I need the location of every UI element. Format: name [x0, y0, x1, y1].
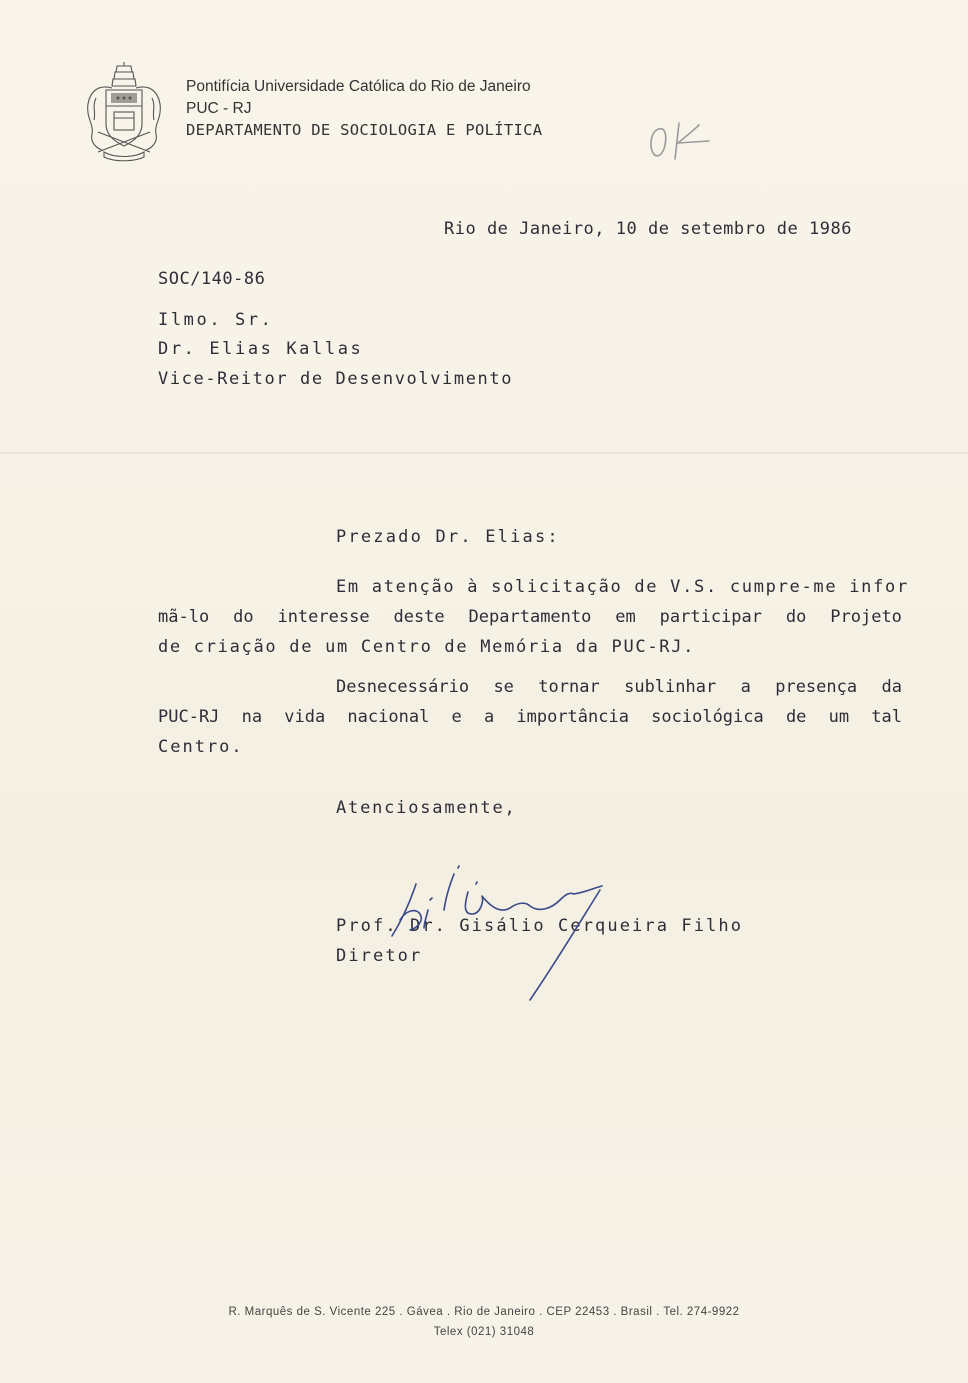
department-name: DEPARTAMENTO DE SOCIOLOGIA E POLÍTICA	[186, 121, 543, 139]
word: na	[241, 707, 263, 727]
paper-fold-line	[0, 452, 968, 454]
signatory-title: Diretor	[336, 946, 423, 966]
paragraph-1-line-1: Em atenção à solicitação de V.S. cumpre-me infor	[336, 577, 909, 597]
word: e	[451, 707, 462, 727]
word: em	[615, 607, 636, 627]
word: PUC-RJ	[158, 707, 220, 727]
word: um	[828, 707, 850, 727]
institution-abbrev: PUC - RJ	[186, 100, 252, 117]
word: Projeto	[830, 607, 902, 627]
reference-number: SOC/140-86	[158, 269, 266, 289]
word: presença	[775, 677, 858, 697]
footer-telex: Telex (021) 31048	[433, 1326, 535, 1338]
paragraph-2-line-2	[158, 707, 902, 727]
word: sublinhar	[624, 677, 717, 697]
word: tornar	[538, 677, 600, 697]
word: a	[740, 677, 751, 697]
word: importância	[516, 707, 629, 727]
word: tal	[871, 707, 902, 727]
word: do	[785, 607, 807, 627]
signatory-name: Prof. Dr. Gisálio Cerqueira Filho	[336, 916, 744, 936]
word: da	[881, 677, 902, 697]
word: se	[493, 677, 514, 697]
letter-date: Rio de Janeiro, 10 de setembro de 1986	[444, 219, 852, 239]
word: do	[233, 607, 254, 627]
word: a	[483, 707, 495, 727]
word: Departamento	[468, 607, 592, 627]
word: deste	[393, 607, 445, 627]
paragraph-2-line-3: Centro.	[158, 737, 244, 757]
handwritten-signature	[380, 862, 630, 1004]
recipient-name: Dr. Elias Kallas	[158, 339, 364, 359]
word: mã-lo	[158, 607, 210, 627]
footer-address: R. Marquês de S. Vicente 225 . Gávea . Rio de Janeiro . CEP 22453 . Brasil . Tel. 274-9922	[228, 1306, 740, 1318]
word: participar	[659, 607, 762, 627]
paragraph-2-line-1	[336, 677, 902, 697]
paragraph-1-line-2	[158, 607, 902, 627]
word: vida	[284, 707, 326, 727]
word: Desnecessário	[336, 677, 470, 697]
university-crest-icon	[84, 62, 164, 162]
recipient-salutation: Ilmo. Sr.	[158, 310, 274, 330]
word: interesse	[277, 607, 370, 627]
closing: Atenciosamente,	[336, 798, 517, 818]
handwritten-ok-mark	[645, 115, 725, 165]
paragraph-1-line-3: de criação de um Centro de Memória da PUC-RJ.	[158, 637, 696, 657]
word: de	[785, 707, 807, 727]
letter-greeting: Prezado Dr. Elias:	[336, 527, 560, 547]
word: sociológica	[651, 707, 764, 727]
word: nacional	[347, 707, 430, 727]
institution-name: Pontifícia Universidade Católica do Rio de Janeiro	[186, 78, 531, 95]
recipient-position: Vice-Reitor de Desenvolvimento	[158, 369, 514, 389]
